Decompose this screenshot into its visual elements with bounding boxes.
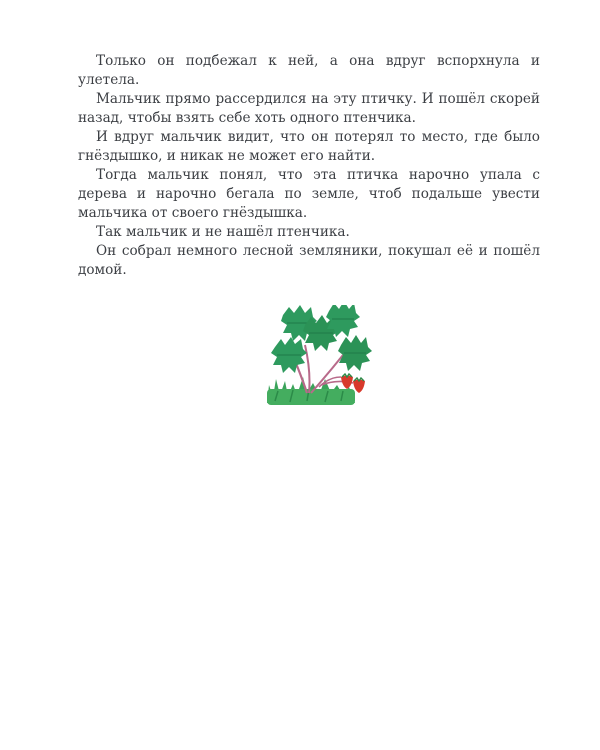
story-text bbox=[78, 52, 540, 280]
paragraph-6: Он собрал немного лесной земляники, покушал её и пошёл домой. bbox=[78, 243, 540, 278]
paragraph-3: И вдруг мальчик видит, что он потерял то место, где было гнёздышко, и никак не может его найти. bbox=[78, 129, 540, 164]
paragraph-2: Мальчик прямо рассердился на эту птичку. И пошёл скорей назад, чтобы взять себе хоть одного птенчика. bbox=[78, 91, 540, 126]
leaf bbox=[338, 335, 372, 371]
leaf bbox=[271, 337, 307, 373]
paragraph-5: Так мальчик и не нашёл птенчика. bbox=[96, 224, 350, 240]
paragraph-1: Только он подбежал к ней, а она вдруг вспорхнула и улетела. bbox=[78, 53, 540, 88]
strawberry bbox=[341, 374, 353, 389]
strawberry bbox=[353, 378, 365, 393]
paragraph-4: Тогда мальчик понял, что эта птичка нарочно упала с дерева и нарочно бегала по земле, чтоб подальше увести мальчика от своего гнёздышка. bbox=[78, 167, 540, 221]
strawberry-plant-icon bbox=[245, 305, 375, 410]
